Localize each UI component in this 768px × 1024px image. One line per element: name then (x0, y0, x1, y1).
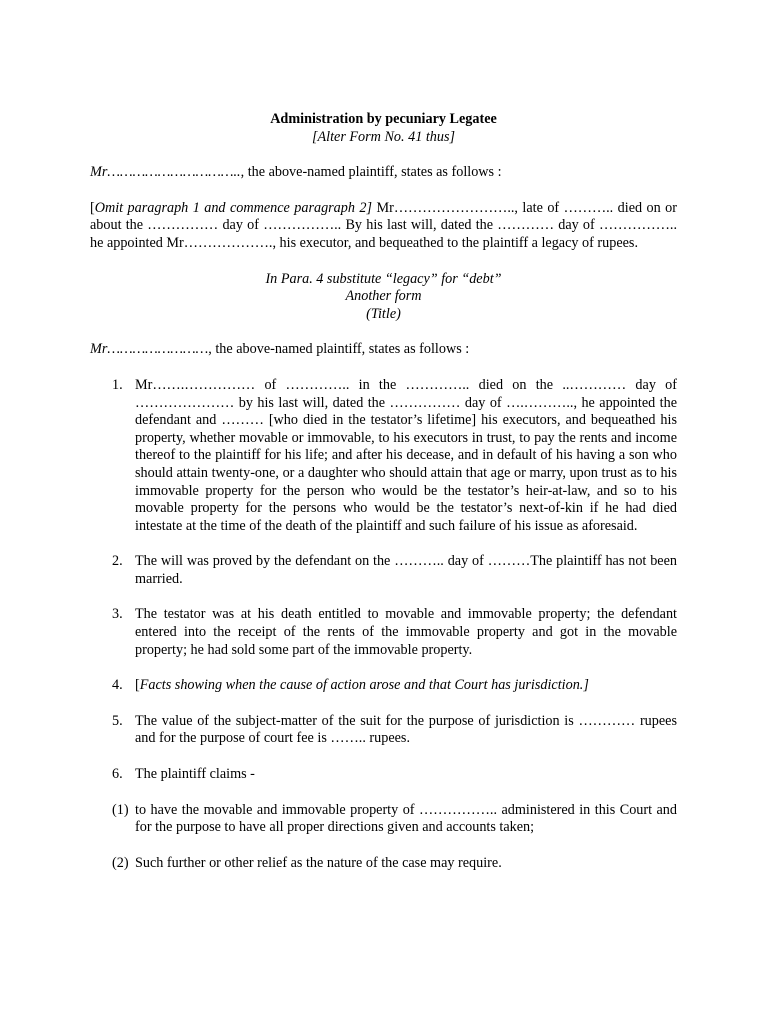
item-4-open-bracket: [ (135, 677, 140, 694)
list-item-text: The plaintiff claims - (135, 766, 255, 783)
intro-paragraph-1 (90, 164, 677, 182)
omit-open-bracket: [ (90, 199, 95, 216)
intro-1-name: Mr………………………….. (90, 164, 241, 181)
claim-item (90, 802, 677, 837)
list-item-number: 2. (112, 553, 123, 570)
intro-2-rest: , the above-named plaintiff, states as follows : (208, 341, 470, 358)
item-4-italic-text: Facts showing when the cause of action arose and that Court has jurisdiction.] (139, 677, 589, 694)
list-item-text: The testator was at his death entitled to movable and immovable property; the defendant entered into the receipt of the rents of the immovable property and got in the movable property; he had sold some part of the immovable property. (135, 606, 677, 658)
list-item-text (135, 677, 677, 695)
list-item (90, 766, 677, 784)
list-item-number: 3. (112, 606, 123, 623)
list-item (90, 606, 677, 659)
list-item (90, 553, 677, 588)
list-item-text: Mr…….…………… of ………….. in the ………….. died on the ..………… day of ………………… by his last will, dated the …………… day of ….……….., he appointed the defendant and ……… [who died in the testator’s lifetime] his executors, and bequeathed his property, whether movable or immovable, to his executors in trust, to pay the rents and income thereof to the plaintiff for his life; and after his decease, and in default of his having a son who should attain twenty-one, or a daughter who should attain that age or marry, upon trust as to his immovable property for the person who would be the testator’s heir-at-law, and so to his movable property for the persons who would be the testator’s next-of-kin if he had died intestate at the time of the death of the plaintiff and such failure of his issue as aforesaid. (135, 376, 677, 534)
omit-paragraph (90, 200, 677, 253)
alt-form-label: Another form (345, 288, 422, 305)
alt-instruction: In Para. 4 substitute “legacy” for “debt” (265, 270, 502, 287)
claim-item-number: (1) (112, 801, 129, 818)
intro-2-name: Mr…………………… (90, 341, 209, 358)
list-item-number: 6. (112, 766, 123, 783)
document-subtitle: [Alter Form No. 41 thus] (311, 128, 456, 145)
intro-1-rest: , the above-named plaintiff, states as follows : (240, 164, 502, 181)
document-page (90, 111, 677, 872)
claim-item-text: to have the movable and immovable property of …………….. administered in this Court and for the purpose to have all proper directions given and accounts taken; (135, 801, 677, 836)
list-item (90, 713, 677, 748)
list-item-text: The value of the subject-matter of the suit for the purpose of jurisdiction is ………… rupees and for the purpose of court fee is …….. rupees. (135, 712, 677, 747)
claim-item-number: (2) (112, 854, 129, 871)
alt-title-label: (Title) (366, 305, 401, 322)
list-item-number: 5. (112, 712, 123, 729)
list-item-number: 1. (112, 376, 123, 393)
claim-item (90, 855, 677, 873)
omit-instruction: Omit paragraph 1 and commence paragraph 2] (94, 199, 373, 216)
list-item (90, 677, 677, 695)
list-item-text: The will was proved by the defendant on the ……….. day of ………The plaintiff has not been married. (135, 553, 677, 587)
list-item (90, 377, 677, 535)
claim-item-text: Such further or other relief as the nature of the case may require. (135, 854, 502, 871)
document-title: Administration by pecuniary Legatee (270, 111, 497, 127)
list-item-number: 4. (112, 677, 123, 694)
intro-paragraph-2 (90, 341, 677, 359)
omit-text: Mr…………………….., late of ……….. died on or about the …………… day of …………….. By his last will, dated the ………… day of …………….. he appointed Mr………………., his executor, and bequeathed to the plaintiff a legacy of rupees. (90, 199, 677, 251)
